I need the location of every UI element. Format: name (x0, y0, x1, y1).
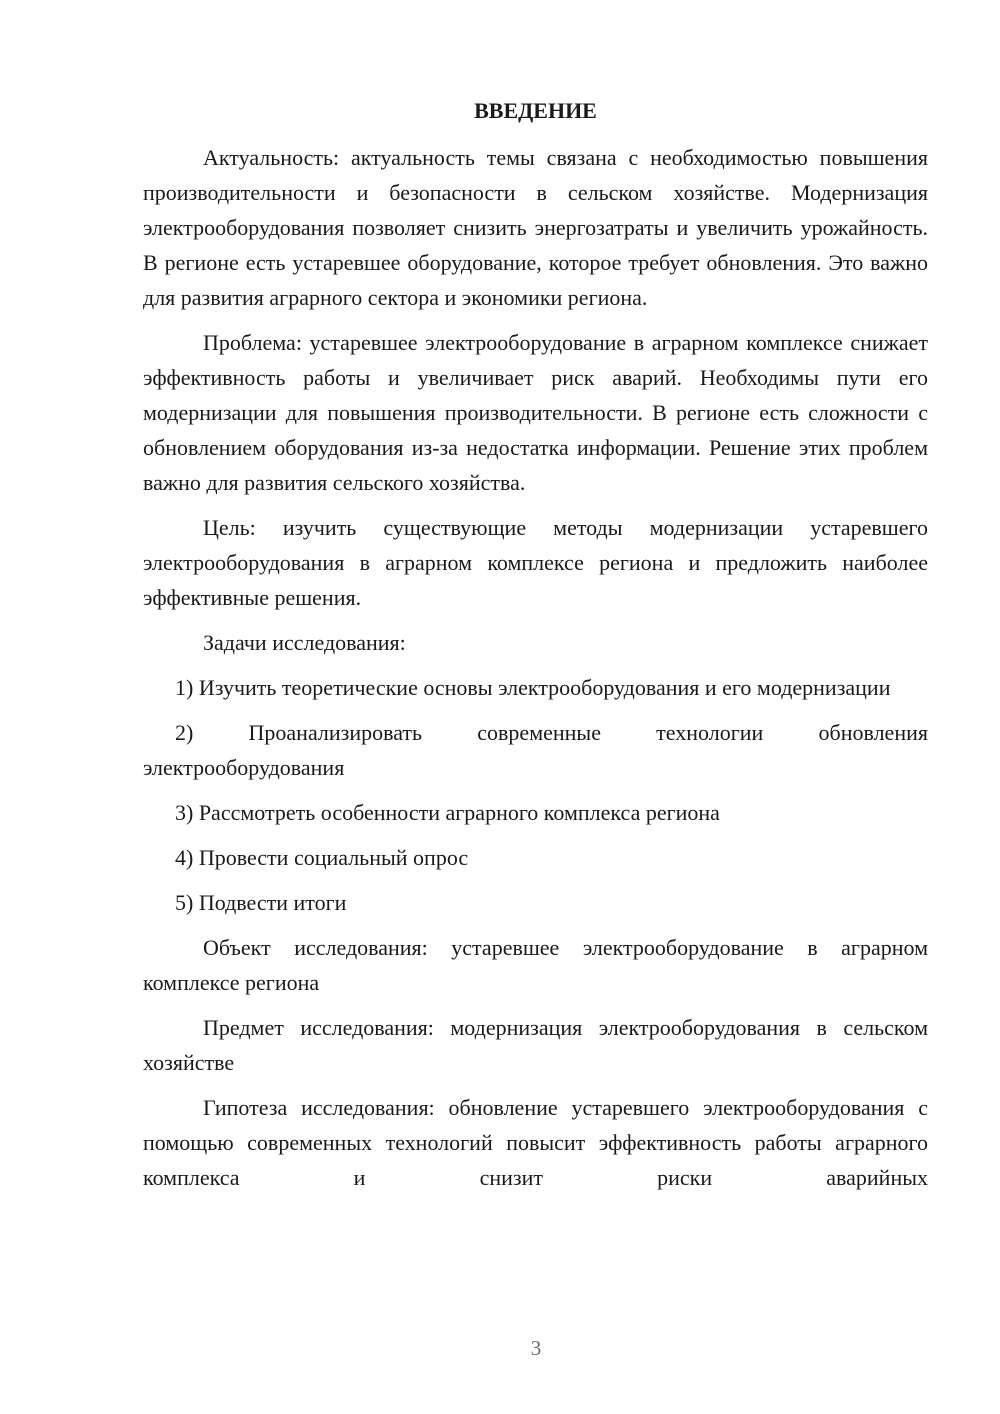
paragraph-subject: Предмет исследования: модернизация электрооборудования в сельском хозяйстве (143, 1015, 928, 1075)
paragraph-goal: Цель: изучить существующие методы модернизации устаревшего электрооборудования в аграрном комплексе региона и предложить наиболее эффективные решения. (143, 515, 928, 610)
paragraph-hypothesis: Гипотеза исследования: обновление устаревшего электрооборудования с помощью современных технологий повысит эффективность работы аграрного комплекса и снизит риски аварийных (143, 1095, 928, 1190)
paragraph-relevance: Актуальность: актуальность темы связана с необходимостью повышения производительности и безопасности в сельском хозяйстве. Модернизация электрооборудования позволяет снизить энергозатраты и увеличить урожайность. В регионе есть устаревшее оборудование, которое требует обновления. Это важно для развития аграрного сектора и экономики региона. (143, 145, 928, 310)
section-title: ВВЕДЕНИЕ (474, 98, 597, 123)
task-item-1: 1) Изучить теоретические основы электрооборудования и его модернизации (175, 675, 891, 700)
document-body (143, 96, 928, 1205)
paragraph-problem: Проблема: устаревшее электрооборудование в аграрном комплексе снижает эффективность работы и увеличивает риск аварий. Необходимы пути его модернизации для повышения производительности. В регионе есть сложности с обновлением оборудования из-за недостатка информации. Решение этих проблем важно для развития сельского хозяйства. (143, 330, 928, 495)
paragraph-tasks-heading: Задачи исследования: (203, 630, 406, 655)
paragraph-object: Объект исследования: устаревшее электрооборудование в аграрном комплексе региона (143, 935, 928, 995)
task-item-5: 5) Подвести итоги (175, 890, 347, 915)
task-item-2: 2) Проанализировать современные технологии обновления электрооборудования (143, 720, 928, 780)
task-item-3: 3) Рассмотреть особенности аграрного комплекса региона (175, 800, 720, 825)
page-number: 3 (530, 1336, 542, 1360)
task-item-4: 4) Провести социальный опрос (175, 845, 469, 870)
page-footer (0, 1334, 1000, 1362)
